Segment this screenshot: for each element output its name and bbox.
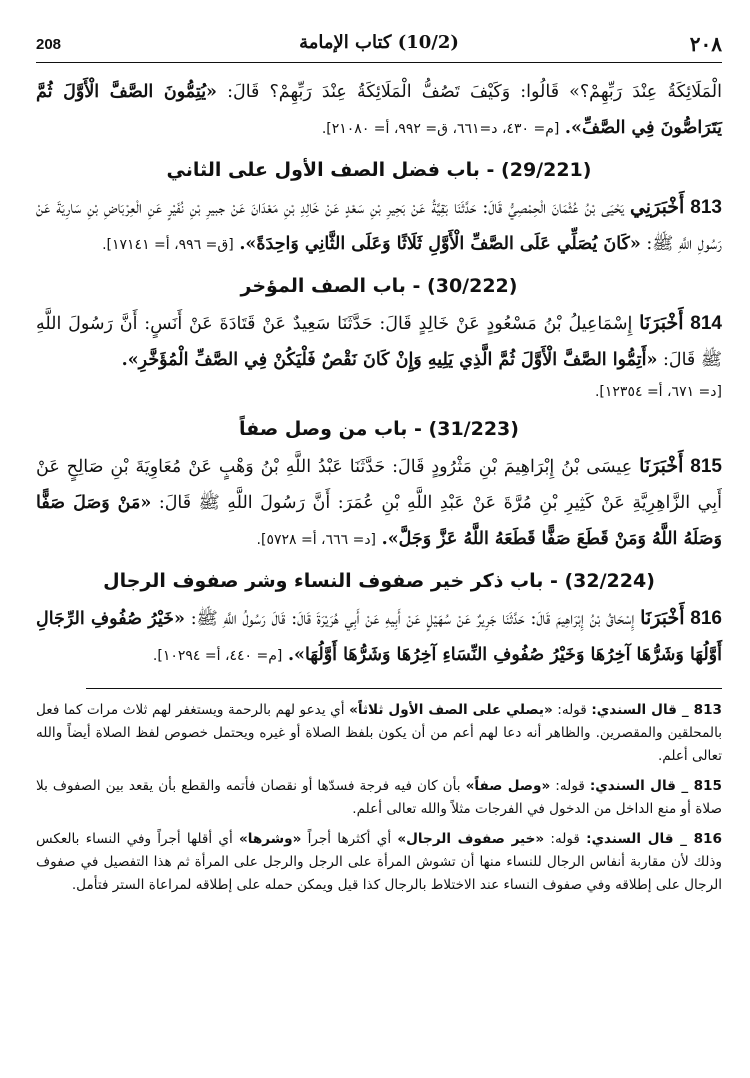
hadith-matn: «أَتِمُّوا الصَّفَّ الْأَوَّلَ ثُمَّ الَّذِي يَلِيهِ وَإِنْ كَانَ نَقْصٌ فَلْيَكُنْ فِي الصَّفِّ الْمُؤَخَّرِ».: [121, 350, 658, 370]
main-text: [36, 74, 722, 897]
intro-hadith: «يُتِمُّونَ الصَّفَّ الْأَوَّلَ ثُمَّ يَتَرَاصُّونَ فِي الصَّفِّ».: [36, 82, 722, 138]
footnote-text-mid: أي أكثرها أجراً: [301, 831, 398, 847]
intro-reference: [م= ٤٣٠، د=٦٦١، ق= ٩٩٢، أ= ٢١٠٨٠].: [321, 121, 560, 137]
footnote-text: أي يدعو لهم بالرحمة ويستغفر لهم ثلاث مرات كما فعل بالمحلقين والمقصرين. والظاهر أنه دعا لهم أعم من أن يكون بلفظ الصلاة أو غيره ويحتمل خصوص لفظ الصلاة أيضاً والله تعالى أعلم.: [36, 702, 722, 764]
footnote-quote: «خير صفوف الرجال»: [397, 831, 545, 847]
footnote-intro: قوله:: [544, 831, 587, 847]
footnote-815: [36, 775, 722, 821]
hadith-813: [36, 189, 722, 263]
footnote-quote: «وصل صفاً»: [465, 778, 551, 794]
hadith-chain: يَحْيَى بْنُ عُثْمَانَ الْحِمْصِيُّ قَالَ: حَدَّثَنَا بَقِيَّةُ عَنْ بَحِيرِ بْنِ سَعْدٍ عَنْ خَالِدِ بْنِ مَعْدَانَ عَنْ جبيرِ بْنِ نُفَيْرٍ عَنِ الْعِرْبَاضِ بْنِ سَارِيَةَ عَنْ رَسُولِ اللَّهِ ﷺ:: [36, 198, 722, 254]
hadith-matn: «كَانَ يُصَلِّي عَلَى الصَّفِّ الْأَوَّلِ ثَلَاثًا وَعَلَى الثَّانِي وَاحِدَةً».: [239, 234, 641, 254]
footnote-label: 815 _ قال السندي:: [589, 778, 722, 794]
hadith-matn: «مَنْ وَصَلَ صَفًّا وَصَلَهُ اللَّهُ وَمَنْ قَطَعَ صَفًّا قَطَعَهُ اللَّهُ عَزَّ وَجَلَّ».: [36, 493, 722, 549]
hadith-chain: إِسْحَاقُ بْنُ إِبْرَاهِيمَ قَالَ: حَدَّثَنَا جَرِيرٌ عَنْ سُهَيْلٍ عَنْ أَبِيهِ عَنْ أَبِي هُرَيْرَةَ قَالَ: قَالَ رَسُولُ اللَّهِ ﷺ:: [184, 609, 641, 629]
hadith-opening: أَخْبَرَنَا: [640, 607, 685, 629]
intro-text: الْمَلَائِكَةُ عِنْدَ رَبِّهِمْ؟» قَالُوا: وَكَيْفَ تَصُفُّ الْمَلَائِكَةُ عِنْدَ رَبِّهِمْ؟ قَالَ:: [217, 82, 722, 102]
hadith-815: [36, 448, 722, 558]
footnote-intro: قوله:: [550, 778, 590, 794]
footnote-rule: [86, 688, 722, 689]
footnote-text: أي أقلها أجراً وفي النساء بالعكس وذلك لأن مقاربة أنفاس الرجال للنساء منها أن تشوش المرأة على الرجل والرجل على المرأة ثم هذا التفصيل في صفوف الرجال على إطلاقه وفي صفوف النساء عند الاختلاط بالرجال كذا قيل ويمكن حمله على إطلاقه لمراعاة الستر فتأمل.: [36, 831, 722, 893]
intro-paragraph: [36, 74, 722, 147]
hadith-reference: [ق= ٩٩٦، أ= ١٧١٤١].: [102, 237, 234, 253]
footnote-816: [36, 828, 722, 897]
chapter-heading-224: (32/224) - باب ذكر خير صفوف النساء وشر صفوف الرجال: [103, 570, 655, 592]
footnote-813: [36, 699, 722, 768]
hadith-number: 815: [690, 456, 722, 477]
hadith-opening: أَخْبَرَنِي: [629, 196, 685, 218]
chapter-heading-222: (30/222) - باب الصف المؤخر: [240, 275, 518, 297]
book-page: [36, 30, 722, 904]
running-title: (10/2) كتاب الإمامة: [299, 32, 459, 53]
page-header: [36, 30, 722, 66]
hadith-reference: [د= ٦٦٦، أ= ٥٧٢٨].: [256, 532, 377, 548]
chapter-heading-223: (31/223) - باب من وصل صفاً: [239, 418, 519, 440]
hadith-matn: «خَيْرُ صُفُوفِ الرِّجَالِ أَوَّلُهَا وَشَرُّهَا آخِرُهَا وَخَيْرُ صُفُوفِ النِّسَاءِ آخِرُهَا وَشَرُّهَا أَوَّلُهَا».: [36, 609, 722, 665]
footnote-label: 816 _ قال السندي:: [586, 831, 722, 847]
page-number-latin: 208: [36, 36, 62, 53]
hadith-chain: عِيسَى بْنُ إِبْرَاهِيمَ بْنِ مَثْرُودٍ قَالَ: حَدَّثَنَا عَبْدُ اللَّهِ بْنُ وَهْبٍ عَنْ مُعَاوِيَةَ بْنِ صَالِحٍ عَنْ أَبِي الزَّاهِرِيَّةِ عَنْ كَثِيرِ بْنِ مُرَّةَ عَنْ عَبْدِ اللَّهِ بْنِ عُمَرَ: أَنَّ رَسُولَ اللَّهِ ﷺ قَالَ:: [36, 457, 722, 513]
hadith-opening: أَخْبَرَنَا: [639, 312, 684, 334]
footnote-quote: «يصلي على الصف الأول ثلاثاً»: [349, 702, 553, 718]
hadith-chain: إِسْمَاعِيلُ بْنُ مَسْعُودٍ عَنْ خَالِدٍ قَالَ: حَدَّثَنَا سَعِيدٌ عَنْ قَتَادَةَ عَنْ أَنَسٍ: أَنَّ رَسُولَ اللَّهِ ﷺ قَالَ:: [36, 314, 722, 370]
footnote-text: بأن كان فيه فرجة فسدّها أو نقصان فأتمه والقطع بأن يقعد بين الصفوف بلا صلاة أو منع الداخل من الدخول في الفرجات مثلاً والله تعالى أعلم.: [36, 778, 722, 817]
header-rule: [36, 62, 722, 63]
hadith-number: 816: [690, 608, 722, 629]
hadith-number: 814: [690, 313, 722, 334]
hadith-816: [36, 600, 722, 674]
footnote-label: 813 _ قال السندي:: [591, 702, 722, 718]
hadith-814: [36, 305, 722, 378]
footnote-quote-2: «وشرها»: [239, 831, 302, 847]
footnote-intro: قوله:: [552, 702, 592, 718]
hadith-reference: [م= ٤٤٠، أ= ١٠٢٩٤].: [152, 648, 283, 664]
hadith-opening: أَخْبَرَنَا: [639, 455, 684, 477]
hadith-number: 813: [690, 197, 722, 218]
chapter-heading-221: (29/221) - باب فضل الصف الأول على الثاني: [166, 159, 592, 181]
hadith-reference: [د= ٦٧١، أ= ١٢٣٥٤].: [594, 384, 722, 400]
page-number-arabic: ٢٠٨: [689, 32, 722, 56]
